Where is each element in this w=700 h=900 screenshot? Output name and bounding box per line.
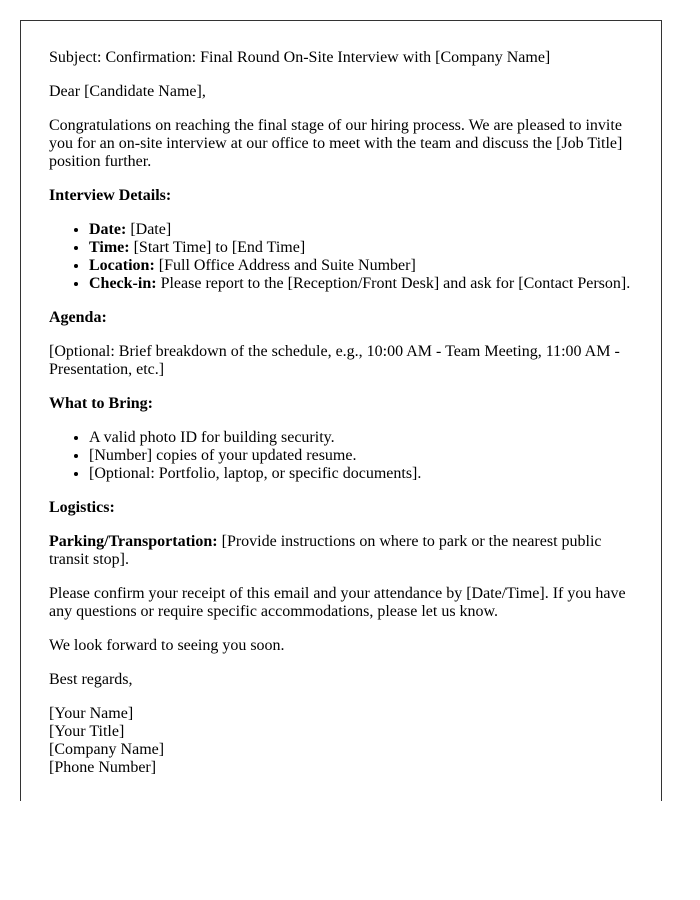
detail-label: Date: bbox=[89, 221, 127, 238]
detail-label: Location: bbox=[89, 257, 155, 274]
list-item: • [Number] copies of your updated resume. bbox=[89, 447, 633, 465]
detail-label: Time: bbox=[89, 239, 130, 256]
parking-label: Parking/Transportation: bbox=[49, 533, 218, 550]
heading-text: What to Bring: bbox=[49, 395, 153, 412]
detail-value: [Start Time] to [End Time] bbox=[129, 239, 306, 256]
agenda-text: [Optional: Brief breakdown of the schedule, e.g., 10:00 AM - Team Meeting, 11:00 AM - Presentation, etc.] bbox=[49, 343, 620, 378]
what-to-bring-list bbox=[49, 429, 633, 483]
confirm-paragraph: Please confirm your receipt of this email and your attendance by [Date/Time]. If you have any questions or require specific accommodations, please let us know. bbox=[49, 585, 626, 620]
signoff: Best regards, bbox=[49, 671, 133, 688]
detail-value: [Date] bbox=[126, 221, 172, 238]
detail-label: Check-in: bbox=[89, 275, 157, 292]
what-to-bring-heading bbox=[49, 395, 633, 413]
parking-paragraph bbox=[49, 533, 633, 569]
interview-details-heading bbox=[49, 187, 633, 205]
agenda-heading bbox=[49, 309, 633, 327]
parking-text: [Provide instructions on where to park or the nearest public transit stop]. bbox=[49, 533, 602, 568]
detail-value: [Full Office Address and Suite Number] bbox=[154, 257, 416, 274]
greeting: Dear [Candidate Name], bbox=[49, 83, 206, 100]
detail-location bbox=[89, 257, 633, 275]
detail-time bbox=[89, 239, 633, 257]
signature-block bbox=[49, 705, 633, 777]
detail-value: Please report to the [Reception/Front Desk] and ask for [Contact Person]. bbox=[156, 275, 631, 292]
detail-date bbox=[89, 221, 633, 239]
signature-name: [Your Name] bbox=[49, 705, 134, 722]
interview-details-list bbox=[49, 221, 633, 293]
heading-text: Interview Details: bbox=[49, 187, 172, 204]
closing-line: We look forward to seeing you soon. bbox=[49, 637, 285, 654]
intro-paragraph: Congratulations on reaching the final stage of our hiring process. We are pleased to invite you for an on-site interview at our office to meet with the team and discuss the [Job Title] position further. bbox=[49, 117, 623, 170]
list-item: • A valid photo ID for building security. bbox=[89, 429, 633, 447]
subject-line: Subject: Confirmation: Final Round On-Site Interview with [Company Name] bbox=[49, 49, 551, 66]
signature-title: [Your Title] bbox=[49, 723, 125, 740]
heading-text: Agenda: bbox=[49, 309, 107, 326]
list-item: • [Optional: Portfolio, laptop, or specific documents]. bbox=[89, 465, 633, 483]
detail-check-in bbox=[89, 275, 633, 293]
signature-company: [Company Name] bbox=[49, 741, 165, 758]
logistics-heading bbox=[49, 499, 633, 517]
letter-body bbox=[20, 20, 662, 801]
heading-text: Logistics: bbox=[49, 499, 115, 516]
signature-phone: [Phone Number] bbox=[49, 759, 157, 776]
